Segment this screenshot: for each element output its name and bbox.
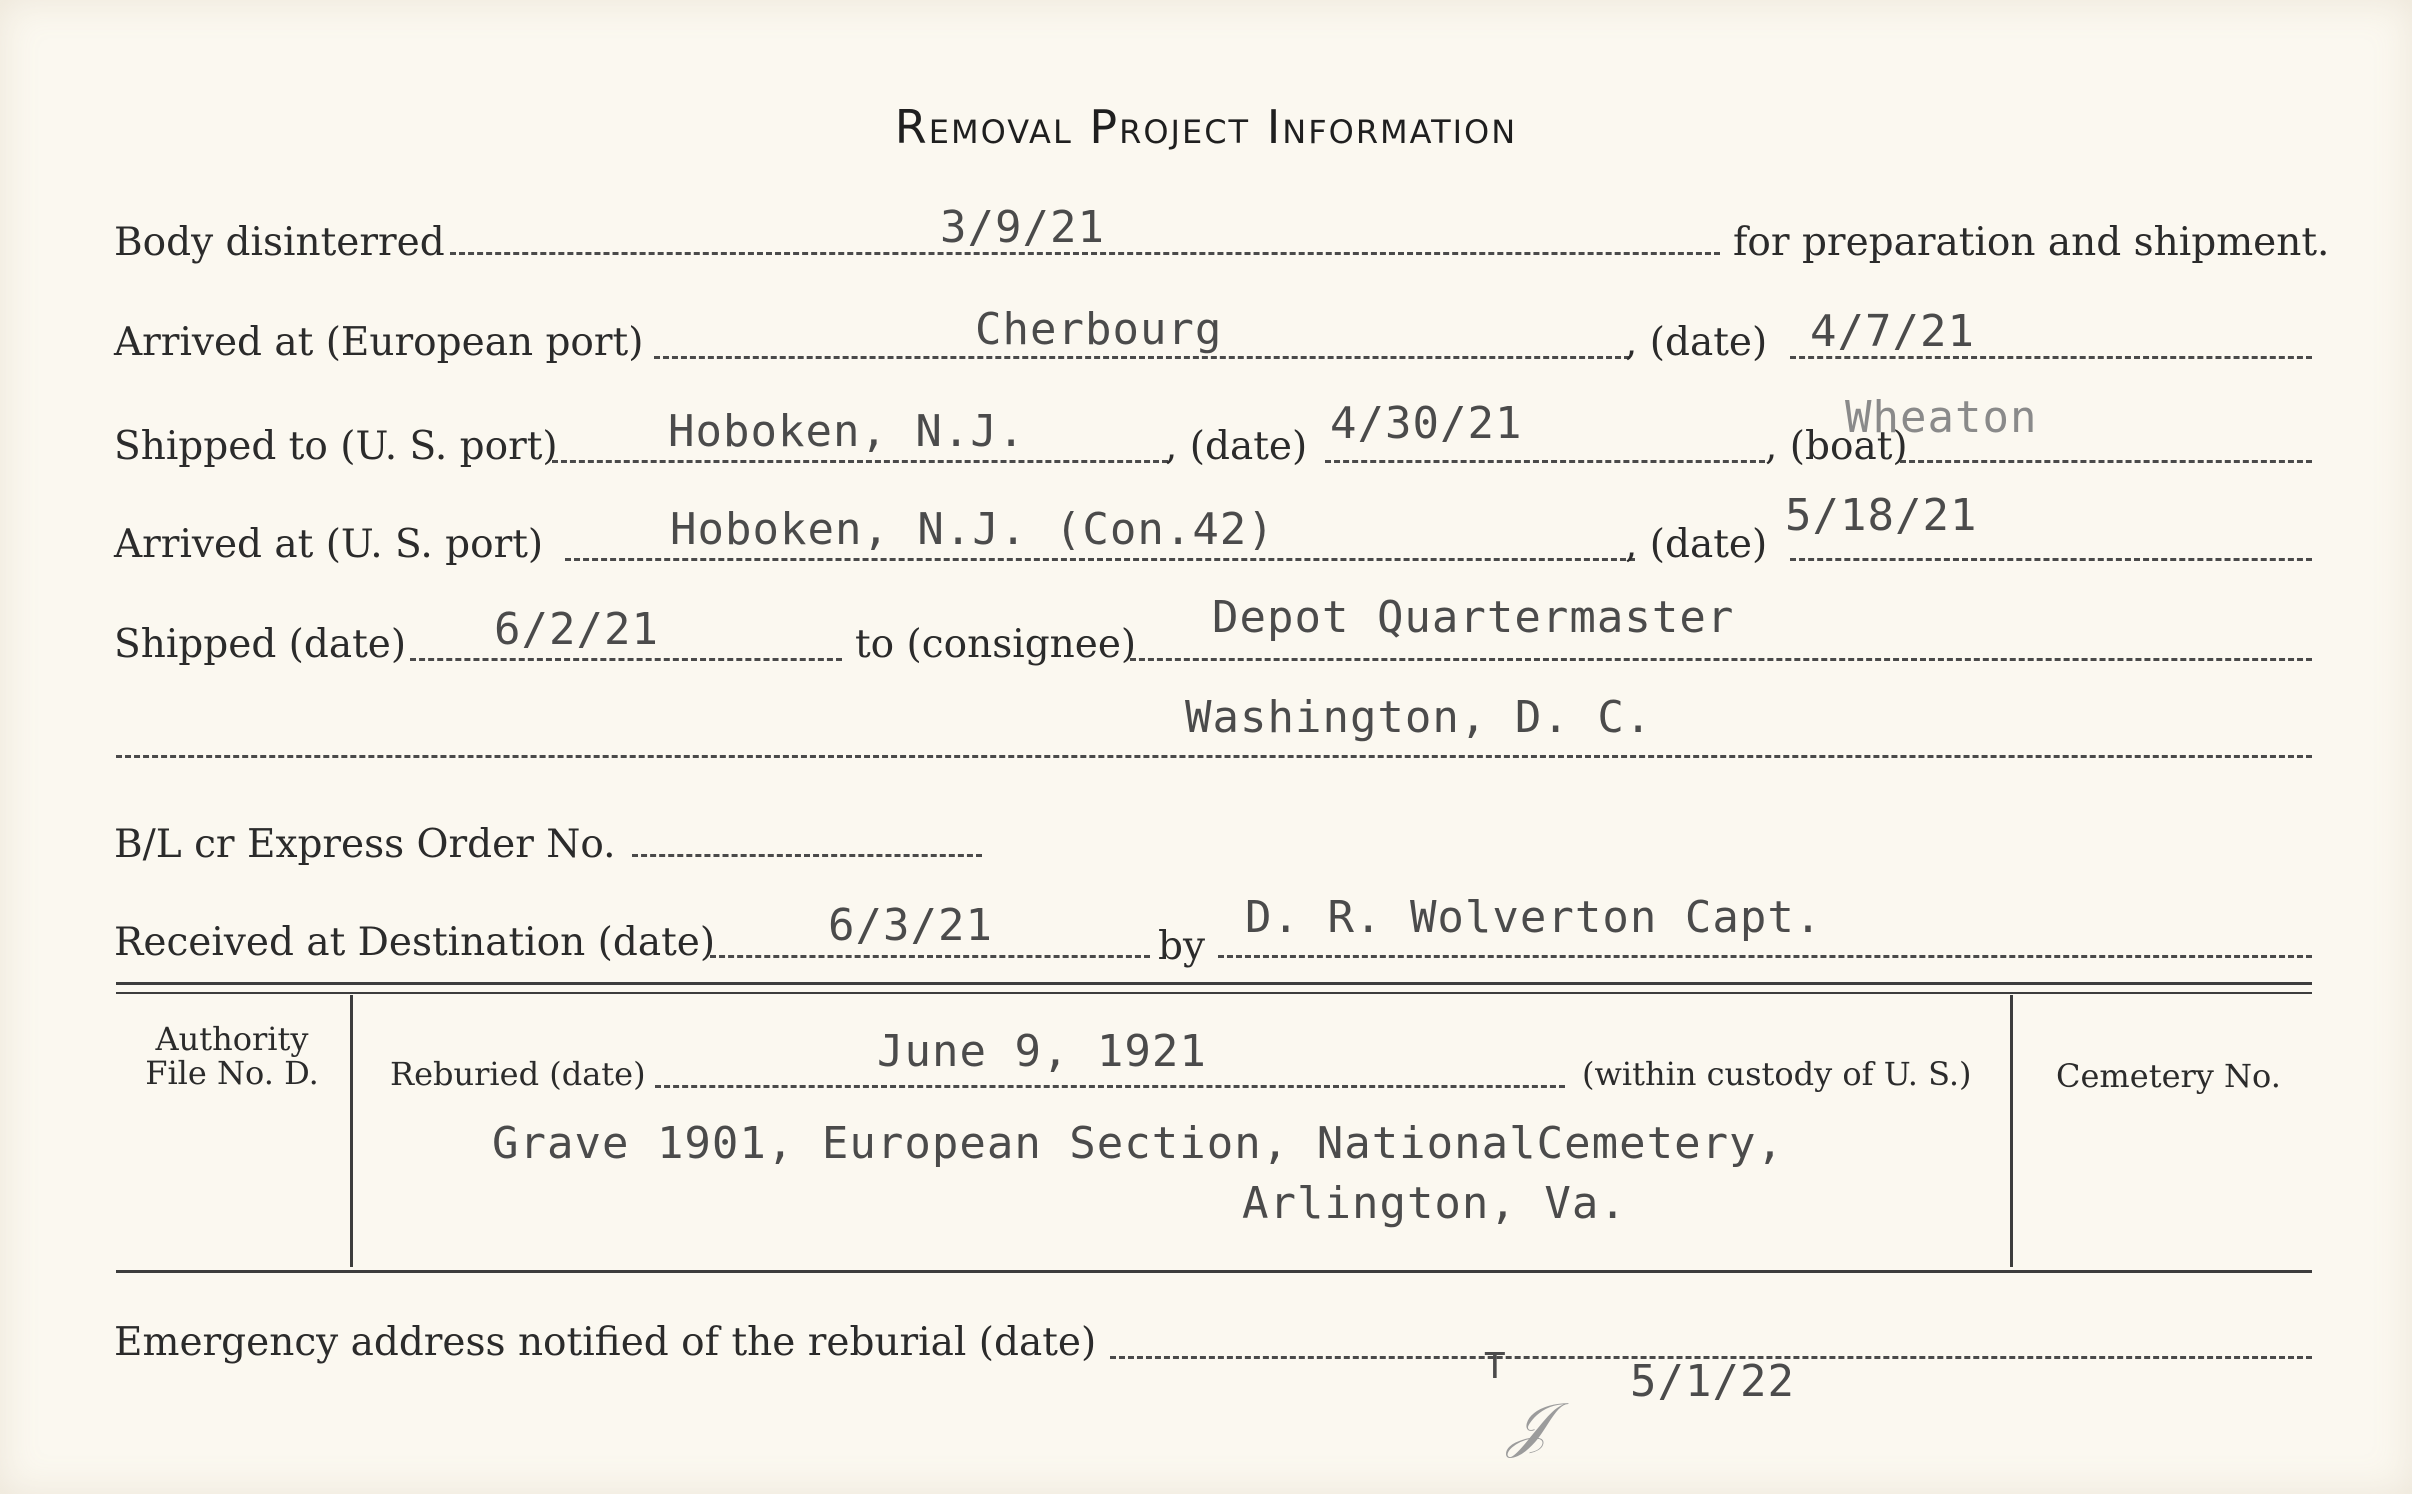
- arrived-european-line: [654, 356, 1630, 359]
- box-divider-right: [2010, 995, 2013, 1267]
- bl-label: B/L cr Express Order No.: [114, 822, 616, 867]
- shipped-date-label: Shipped (date): [114, 622, 407, 667]
- shipped-us-date-line: [1325, 460, 1765, 463]
- handwritten-initials-mark: 𝒥: [1508, 1390, 1550, 1460]
- authority-label-line2: File No. D.: [145, 1054, 319, 1092]
- consignee-label: to (consignee): [855, 622, 1137, 667]
- consignee-value: Depot Quartermaster: [1212, 592, 1735, 643]
- arrived-us-label: Arrived at (U. S. port): [114, 522, 544, 567]
- arrived-european-date: 4/7/21: [1810, 306, 1975, 357]
- emergency-date: 5/1/22: [1630, 1356, 1795, 1407]
- received-date: 6/3/21: [828, 900, 993, 951]
- reburied-label: Reburied (date): [390, 1055, 646, 1093]
- arrived-us-date: 5/18/21: [1785, 490, 1978, 541]
- consignee-line2: Washington, D. C.: [1185, 692, 1653, 743]
- shipped-us-line: [552, 460, 1168, 463]
- cemetery-label: Cemetery No.: [2056, 1057, 2281, 1095]
- emergency-label: Emergency address notified of the reburial (date): [114, 1320, 1097, 1365]
- box-bottom-rule: [116, 1270, 2312, 1273]
- disinterred-label: Body disinterred: [114, 220, 445, 265]
- arrived-us-line: [565, 558, 1635, 561]
- disinterred-value: 3/9/21: [940, 202, 1105, 253]
- consignee-line: [1130, 658, 2312, 661]
- box-top-rule: [116, 982, 2312, 985]
- shipped-us-date-label: , (date): [1165, 424, 1308, 469]
- shipped-us-label: Shipped to (U. S. port): [114, 424, 558, 469]
- received-line: [710, 955, 1150, 958]
- received-by-label: by: [1158, 924, 1205, 969]
- shipped-us-date: 4/30/21: [1330, 398, 1523, 449]
- reburial-location-line2: Arlington, Va.: [1242, 1178, 1627, 1229]
- custody-label: (within custody of U. S.): [1582, 1055, 1972, 1093]
- consignee-extra-line: [116, 755, 2312, 758]
- shipped-us-boat-label: , (boat): [1765, 424, 1908, 469]
- box-top-rule-2: [116, 992, 2312, 994]
- reburied-date: June 9, 1921: [877, 1026, 1207, 1077]
- shipped-date-line: [410, 658, 842, 661]
- emergency-initial: T: [1484, 1346, 1507, 1387]
- box-divider-left: [350, 995, 353, 1267]
- arrived-european-port: Cherbourg: [975, 304, 1223, 355]
- disinterred-suffix: for preparation and shipment.: [1733, 220, 2330, 265]
- received-by-line: [1218, 955, 2312, 958]
- arrived-us-port: Hoboken, N.J. (Con.42): [670, 504, 1275, 555]
- reburial-location-line1: Grave 1901, European Section, NationalCemetery,: [492, 1118, 1785, 1169]
- received-by-value: D. R. Wolverton Capt.: [1245, 892, 1823, 943]
- shipped-date-value: 6/2/21: [494, 604, 659, 655]
- shipped-us-boat-line: [1900, 460, 2312, 463]
- arrived-european-date-label: , (date): [1625, 320, 1768, 365]
- arrived-us-date-label: , (date): [1625, 522, 1768, 567]
- bl-line: [632, 854, 982, 857]
- shipped-us-port: Hoboken, N.J.: [668, 406, 1026, 457]
- arrived-european-label: Arrived at (European port): [114, 320, 644, 365]
- reburied-line: [655, 1085, 1565, 1088]
- card-title: Removal Project Information: [894, 100, 1518, 154]
- authority-label: [118, 1022, 346, 1090]
- shipped-us-boat: Wheaton: [1845, 392, 2038, 443]
- received-label: Received at Destination (date): [114, 920, 716, 965]
- authority-label-line1: Authority: [155, 1020, 309, 1058]
- arrived-us-date-line: [1790, 558, 2312, 561]
